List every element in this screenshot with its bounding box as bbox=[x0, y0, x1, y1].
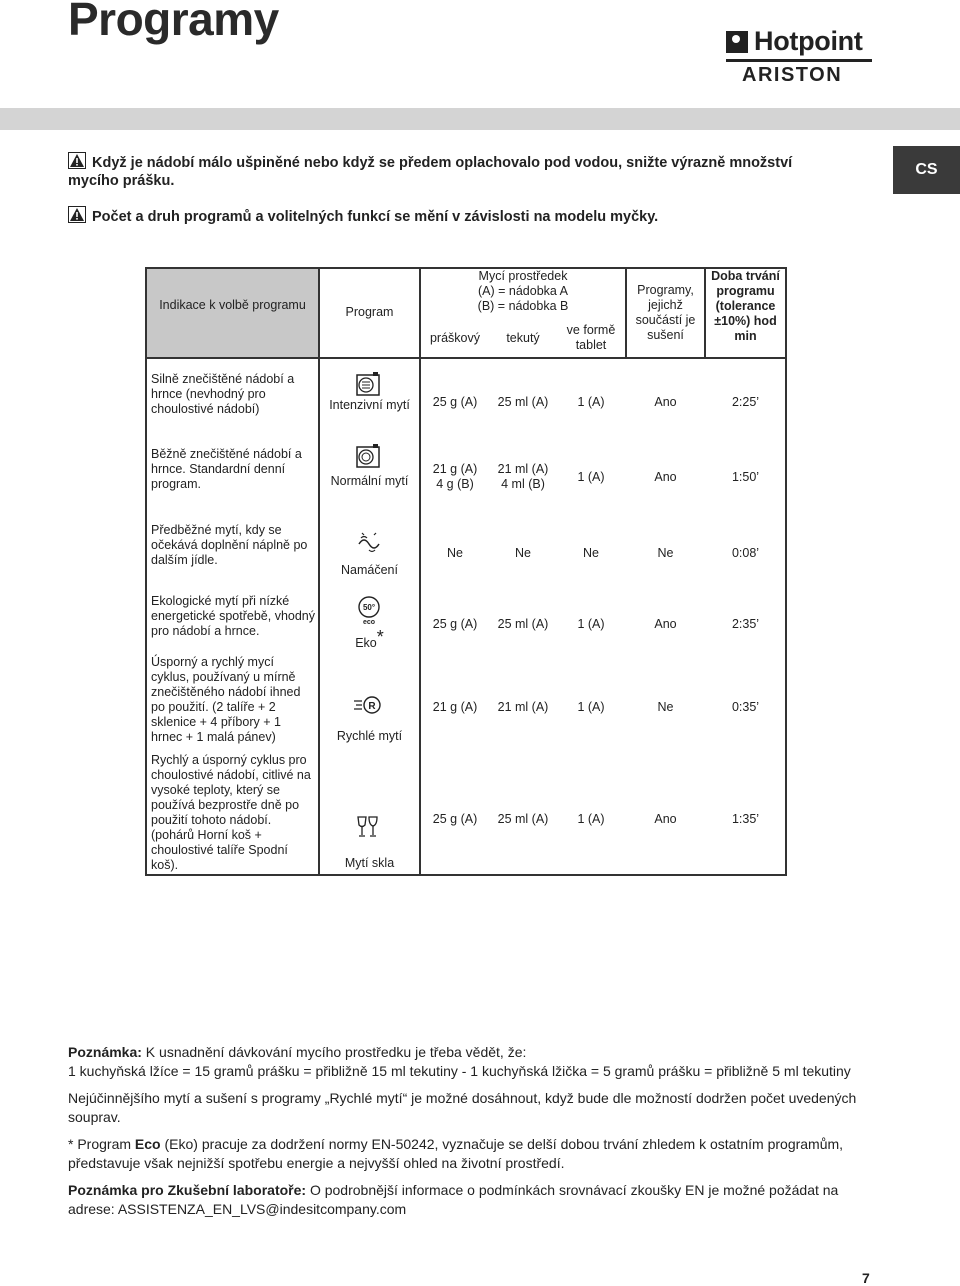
row-program: Normální mytí bbox=[330, 474, 409, 488]
programs-table bbox=[145, 267, 787, 876]
row-program: Mytí skla bbox=[344, 856, 395, 870]
note-laboratory: Poznámka pro Zkušební laboratoře: O podrobnější informace o podmínkách srovnávací zkoušky EN je možné požádat na adrese: ASSISTENZA_EN_LVS@indesitcompany.com bbox=[68, 1182, 839, 1217]
page-title: Programy bbox=[68, 0, 279, 45]
row-drying: Ano bbox=[654, 470, 677, 484]
eco-icon-label: eco bbox=[362, 619, 376, 625]
row-tablet: 1 (A) bbox=[577, 700, 605, 714]
row-program: Namáčení bbox=[341, 563, 398, 577]
brand-subname: ARISTON bbox=[742, 64, 843, 86]
header-detergent: Mycí prostředek (A) = nádobka A (B) = nádobka B bbox=[477, 269, 569, 313]
warning-text: Když je nádobí málo ušpiněné nebo když se předem oplachovalo pod vodou, snižte výrazně množství mycího prášku. bbox=[68, 155, 793, 189]
row-liquid: 25 ml (A) bbox=[497, 812, 549, 826]
row-indication: Předběžné mytí, kdy se očekává doplnění náplně po dalším jídle. bbox=[151, 523, 308, 567]
row-duration: 1:50’ bbox=[731, 470, 760, 484]
row-liquid: 21 ml (A) 4 ml (B) bbox=[497, 462, 549, 491]
row-indication: Ekologické mytí při nízké energetické spotřebě, vhodný pro nádobí a hrnce. bbox=[151, 594, 315, 638]
row-drying: Ano bbox=[654, 617, 677, 631]
row-drying: Ne bbox=[657, 546, 674, 560]
intensive-wash-icon bbox=[355, 371, 383, 397]
warning-text: Počet a druh programů a volitelných funkcí se mění v závislosti na modelu myčky. bbox=[92, 209, 659, 225]
eco-icon-temp: 50° bbox=[362, 603, 376, 612]
note-rapid: Nejúčinnějšího mytí a sušení s programy „Rychlé mytí“ je možné dosáhnout, když bude dle možností dodržen počet uvedených souprav. bbox=[68, 1090, 857, 1125]
row-indication: Běžně znečištěné nádobí a hrnce. Standardní denní program. bbox=[151, 447, 302, 491]
row-liquid: 21 ml (A) bbox=[497, 700, 549, 714]
row-duration: 2:35’ bbox=[731, 617, 760, 631]
row-tablet: 1 (A) bbox=[577, 812, 605, 826]
language-tab: CS bbox=[893, 146, 960, 194]
page-number: 7 bbox=[862, 1270, 870, 1286]
row-drying: Ano bbox=[654, 812, 677, 826]
row-powder: 21 g (A) bbox=[432, 700, 478, 714]
header-cell-shaded bbox=[147, 269, 318, 357]
header-divider-bar bbox=[0, 108, 960, 130]
note-dosage: Poznámka: K usnadnění dávkování mycího prostředku je třeba vědět, že: 1 kuchyňská lžíce = 15 gramů prášku = přibližně 15 ml tekutiny - 1 kuchyňská lžička = 5 gramů prášku = přibližně 5 ml tekutiny bbox=[68, 1044, 851, 1079]
note-eco: * Program Eco (Eko) pracuje za dodržení normy EN-50242, vyznačuje se delší dobou trvání zhledem k ostatním programům, představuje však nejnižší spotřebu energie a nejvyšší ohled na životní prostředí. bbox=[68, 1136, 844, 1171]
row-duration: 2:25’ bbox=[731, 395, 760, 409]
row-indication: Úsporný a rychlý mycí cyklus, používaný u mírně znečištěného nádobí ihned po použití. (2 talíře + 2 sklenice + 4 příbory + 1 hrnec + 1 malá pánev) bbox=[151, 655, 301, 744]
warning-note bbox=[68, 152, 828, 190]
warning-note bbox=[68, 206, 828, 226]
warning-icon bbox=[68, 152, 86, 169]
row-powder: 25 g (A) bbox=[432, 617, 478, 631]
notes-section bbox=[68, 1043, 868, 1227]
row-powder: 25 g (A) bbox=[432, 812, 478, 826]
eco-50-icon bbox=[355, 595, 383, 625]
row-drying: Ne bbox=[657, 700, 674, 714]
eco-asterisk: * bbox=[376, 627, 384, 647]
header-powder: práškový bbox=[429, 331, 481, 345]
brand-logo bbox=[726, 26, 876, 90]
row-drying: Ano bbox=[654, 395, 677, 409]
row-liquid: 25 ml (A) bbox=[497, 395, 549, 409]
rapid-wash-icon bbox=[353, 694, 383, 716]
row-program: Eko* bbox=[355, 627, 384, 650]
rapid-icon-letter: R bbox=[368, 701, 376, 712]
row-tablet: 1 (A) bbox=[577, 617, 605, 631]
row-program: Intenzivní mytí bbox=[329, 398, 410, 412]
logo-mark-icon bbox=[726, 31, 748, 53]
header-tablet: ve formě tablet bbox=[566, 323, 616, 352]
row-tablet: Ne bbox=[583, 546, 599, 560]
row-tablet: 1 (A) bbox=[577, 470, 605, 484]
row-program: Rychlé mytí bbox=[336, 729, 403, 743]
header-indication: Indikace k volbě programu bbox=[159, 298, 306, 312]
row-duration: 0:08’ bbox=[731, 546, 760, 560]
soak-icon bbox=[355, 531, 383, 555]
row-powder: 21 g (A) 4 g (B) bbox=[432, 462, 478, 491]
row-tablet: 1 (A) bbox=[577, 395, 605, 409]
row-indication: Silně znečištěné nádobí a hrnce (nevhodný pro choulostivé nádobí) bbox=[151, 372, 295, 416]
header-duration: Doba trvání programu (tolerance ±10%) hod min bbox=[711, 269, 780, 343]
row-indication: Rychlý a úsporný cyklus pro choulostivé nádobí, citlivé na vysoké teploty, který se používá bezprostře dně po použití tohoto nádobí. (pohárů Horní koš + choulostivé talíře Spodní koš). bbox=[151, 753, 311, 872]
header-program: Program bbox=[345, 305, 394, 319]
row-duration: 1:35’ bbox=[731, 812, 760, 826]
row-duration: 0:35’ bbox=[731, 700, 760, 714]
row-liquid: Ne bbox=[515, 546, 531, 560]
header-liquid: tekutý bbox=[506, 331, 540, 345]
glass-wash-icon bbox=[355, 815, 381, 839]
brand-name: Hotpoint bbox=[754, 26, 863, 56]
page-header bbox=[0, 0, 960, 108]
row-liquid: 25 ml (A) bbox=[497, 617, 549, 631]
header-drying: Programy, jejichž součástí je sušení bbox=[635, 283, 696, 342]
row-powder: Ne bbox=[447, 546, 463, 560]
row-powder: 25 g (A) bbox=[432, 395, 478, 409]
normal-wash-icon bbox=[355, 443, 383, 469]
warning-icon bbox=[68, 206, 86, 223]
